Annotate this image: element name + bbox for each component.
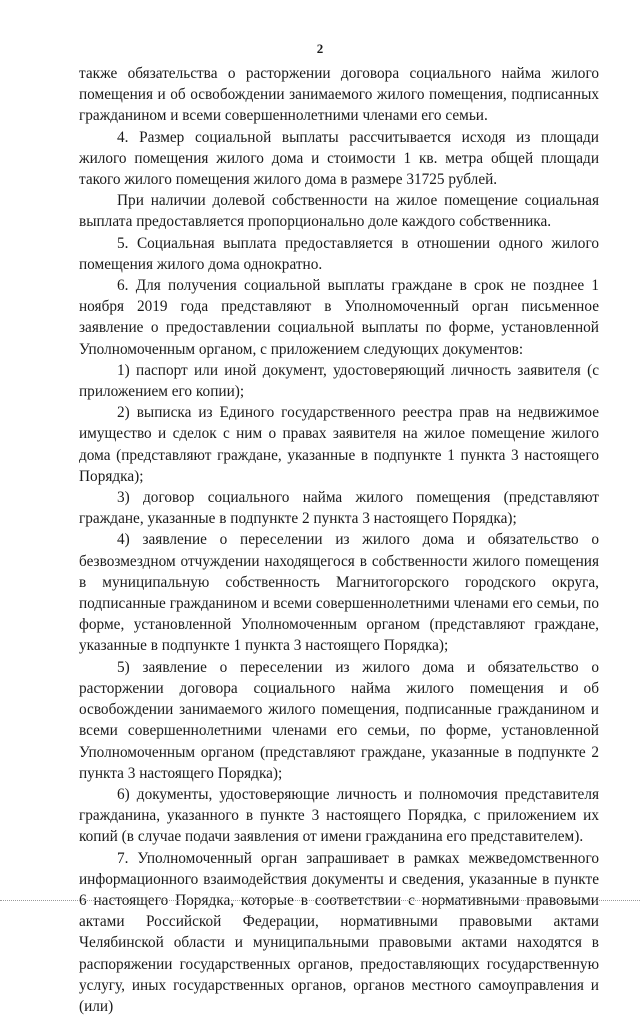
paragraph-item-5: 5. Социальная выплата предоставляется в отношении одного жилого помещения жилого дома однократно. — [79, 234, 599, 273]
paragraph-item-7: 7. Уполномоченный орган запрашивает в рамках межведомственного информационного взаимодействия документы и сведения, указанные в пункте 6 настоящего Порядка, которые в соответствии с нормативными правовыми актами Российской Федерации, нормативными правовыми актами Челябинской области и муниципальными правовыми актами находятся в распоряжении государственных органов, предоставляющих государственную услугу, иных государственных органов, органов местного самоуправления и (или) — [79, 849, 599, 1015]
document-body — [79, 63, 599, 1017]
paragraph-item-4: 4. Размер социальной выплаты рассчитывается исходя из площади жилого помещения жилого дома и стоимости 1 кв. метра общей площади такого жилого помещения жилого дома в размере 31725 рублей. — [79, 128, 599, 189]
paragraph-continuation: также обязательства о расторжении договора социального найма жилого помещения и об освобождении занимаемого жилого помещения, подписанных гражданином и всеми совершеннолетними членами его семьи. — [79, 65, 599, 125]
list-item-4: 4) заявление о переселении из жилого дома и обязательство о безвозмездном отчуждении находящегося в собственности жилого помещения в муниципальную собственность Магнитогорского городского округа, подписанные гражданином и всеми совершеннолетними членами его семьи, по форме, установленной Уполномоченным органом (представляют граждане, указанные в подпункте 1 пункта 3 настоящего Порядка); — [79, 531, 599, 655]
list-item-1: 1) паспорт или иной документ, удостоверяющий личность заявителя (с приложением его копии); — [79, 361, 599, 401]
paragraph-shared-ownership: При наличии долевой собственности на жилое помещение социальная выплата предоставляется пропорционально доле каждого собственника. — [79, 192, 599, 231]
paragraph-item-6: 6. Для получения социальной выплаты граждане в срок не позднее 1 ноября 2019 года представляют в Уполномоченный орган письменное заявление о предоставлении социальной выплаты по форме, установленной Уполномоченным органом, с приложением следующих документов: — [79, 277, 599, 358]
scan-edge-divider — [0, 900, 640, 903]
list-item-5: 5) заявление о переселении из жилого дома и обязательство о расторжении договора социального найма жилого помещения и об освобождении занимаемого жилого помещения, подписанные гражданином и всеми совершеннолетними членами его семьи, по форме, установленной Уполномоченным органом (представляют граждане, указанные в подпункте 2 пункта 3 настоящего Порядка); — [79, 658, 599, 782]
list-item-3: 3) договор социального найма жилого помещения (представляют граждане, указанные в подпункте 2 пункта 3 настоящего Порядка); — [79, 489, 599, 528]
list-item-6: 6) документы, удостоверяющие личность и полномочия представителя гражданина, указанного в пункте 3 настоящего Порядка, с приложением их копий (в случае подачи заявления от имени гражданина его представителем). — [79, 785, 599, 846]
page-number: 2 — [316, 41, 324, 56]
list-item-2: 2) выписка из Единого государственного реестра прав на недвижимое имущество и сделок с ним о правах заявителя на жилое помещение жилого дома (представляют граждане, указанные в подпункте 1 пункта 3 настоящего Порядка); — [79, 404, 599, 485]
